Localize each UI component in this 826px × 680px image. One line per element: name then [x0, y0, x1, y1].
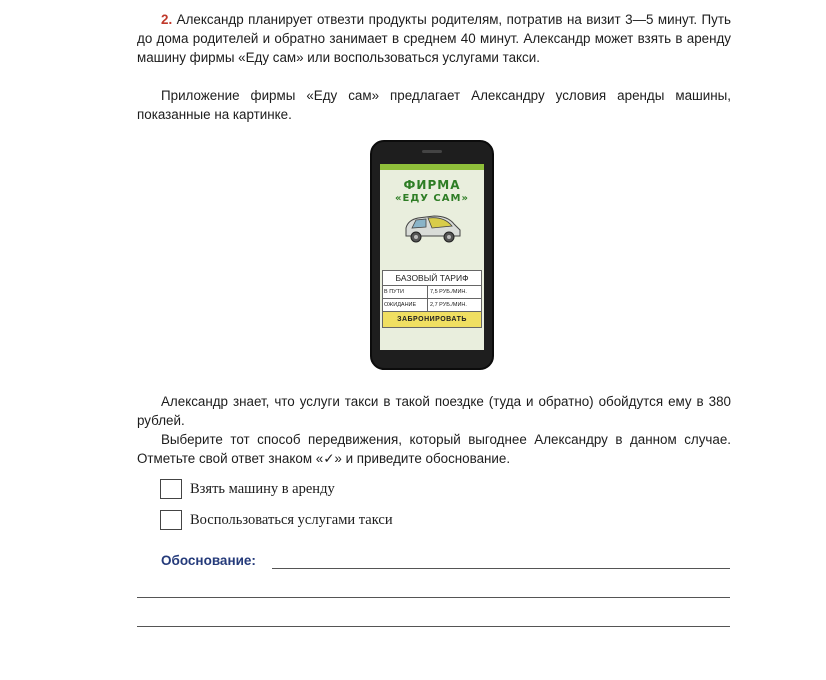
- app-description-text: Приложение фирмы «Еду сам» предлагает Александру условия аренды машины, показанные на картинке.: [137, 88, 731, 122]
- tariff-table: [382, 270, 482, 328]
- task-intro-paragraph: [137, 10, 731, 67]
- brand-name: «ЕДУ САМ»: [395, 193, 469, 204]
- instruction-text: Выберите тот способ передвижения, который выгоднее Александру в данном случае. Отметьте свой ответ знаком «✓» и приведите обоснование.: [137, 432, 731, 466]
- answer-line-1[interactable]: [272, 568, 730, 569]
- status-bar: [380, 164, 484, 170]
- taxi-cost-text: Александр знает, что услуги такси в такой поездке (туда и обратно) обойдутся ему в 380 рублей.: [137, 394, 731, 428]
- option-taxi[interactable]: [160, 510, 393, 530]
- checkbox-taxi[interactable]: [160, 510, 182, 530]
- phone-speaker: [422, 150, 442, 153]
- book-button: ЗАБРОНИРОВАТЬ: [383, 312, 481, 327]
- answer-line-2[interactable]: [137, 597, 730, 598]
- task-intro-text: Александр планирует отвезти продукты родителям, потратив на визит 3—5 минут. Путь до дома родителей и обратно занимает в среднем 40 минут. Александр может взять в аренду машину фирмы «Еду сам» или воспользоваться услугами такси.: [137, 12, 731, 65]
- phone-screen: [380, 164, 484, 350]
- brand-title: ФИРМА: [403, 178, 461, 192]
- tariff-row: [383, 299, 481, 312]
- tariff-label: ОЖИДАНИЕ: [383, 299, 428, 311]
- option-label: Взять машину в аренду: [190, 480, 335, 497]
- answer-line-3[interactable]: [137, 626, 730, 627]
- phone-illustration: [370, 140, 494, 370]
- checkbox-rent-car[interactable]: [160, 479, 182, 499]
- tariff-label: В ПУТИ: [383, 286, 428, 298]
- option-label: Воспользоваться услугами такси: [190, 511, 393, 528]
- tariff-title: БАЗОВЫЙ ТАРИФ: [383, 271, 481, 286]
- tariff-price: 7,5 РУБ./МИН.: [430, 289, 467, 295]
- car-icon: [400, 210, 464, 246]
- tariff-price: 2,7 РУБ./МИН.: [430, 302, 467, 308]
- tariff-row: [383, 286, 481, 299]
- task-number: 2.: [161, 12, 173, 27]
- option-rent-car[interactable]: [160, 479, 335, 499]
- justification-label: Обоснование:: [161, 553, 256, 568]
